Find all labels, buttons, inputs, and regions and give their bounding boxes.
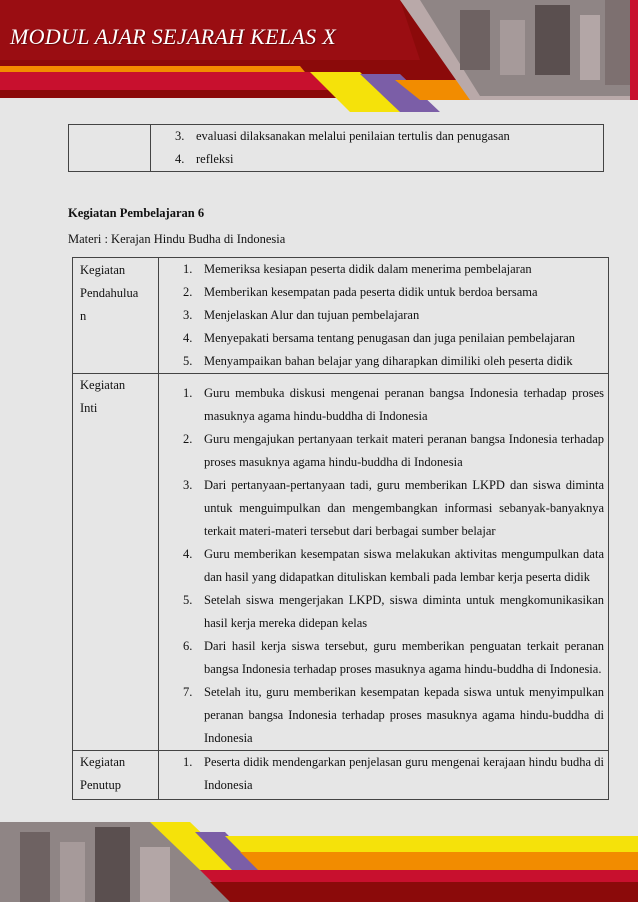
page-header [0, 0, 638, 112]
list-item: 3. evaluasi dilaksanakan melalui penilaian tertulis dan penugasan [175, 129, 510, 143]
row-penutup [73, 751, 609, 800]
penutup-list [159, 751, 604, 797]
section-title: Kegiatan Pembelajaran 6 [68, 206, 205, 220]
label-cell: Kegiatan Penutup [73, 751, 159, 800]
content-cell [159, 751, 609, 800]
content-cell [159, 258, 609, 374]
evaluation-list [151, 125, 599, 171]
list-item: 2. Memberikan kesempatan pada peserta didik untuk berdoa bersama [183, 285, 538, 299]
list-item: 2. Guru mengajukan pertanyaan terkait materi peranan bangsa Indonesia terhadap proses masuknya agama hindu-buddha di Indonesia [183, 432, 604, 469]
inti-list [159, 382, 604, 750]
list-item: 4. Menyepakati bersama tentang penugasan dan juga penilaian pembelajaran [183, 331, 576, 345]
label-cell: Kegiatan Pendahulua n [73, 258, 159, 374]
list-item: 5. Setelah siswa mengerjakan LKPD, siswa diminta untuk mengkomunikasikan hasil kerja mereka didepan kelas [183, 593, 604, 630]
list-item: 1. Guru membuka diskusi mengenai peranan bangsa Indonesia terhadap proses masuknya agama hindu-buddha di Indonesia [183, 386, 604, 423]
list-item: 3. Dari pertanyaan-pertanyaan tadi, guru memberikan LKPD dan siswa diminta untuk menguimpulkan dan mengembangkan informasi sebanyak-banyaknya terkait materi-materi tersebut dari berbagai sumber belajar [183, 478, 604, 538]
list-item: 5. Menyampaikan bahan belajar yang diharapkan dimiliki oleh peserta didik [183, 354, 573, 368]
evaluation-cell [151, 125, 604, 172]
pendahuluan-list [159, 258, 604, 373]
list-item: 3. Menjelaskan Alur dan tujuan pembelajaran [183, 308, 420, 322]
page-footer [0, 822, 638, 902]
list-item: 4. refleksi [175, 152, 234, 166]
list-item: 1. Memeriksa kesiapan peserta didik dalam menerima pembelajaran [183, 262, 532, 276]
label-cell: Kegiatan Inti [73, 374, 159, 751]
empty-label-cell [69, 125, 151, 172]
header-banner-graphic [0, 0, 638, 112]
materi-line: Materi : Kerajan Hindu Budha di Indonesia [68, 232, 286, 246]
list-item: 1. Peserta didik mendengarkan penjelasan guru mengenai kerajaan hindu budha di Indonesia [183, 755, 604, 792]
activity-table-continued [68, 124, 604, 172]
list-item: 6. Dari hasil kerja siswa tersebut, guru memberikan penguatan terkait peranan bangsa Indonesia terhadap proses masuknya agama hindu-buddha di Indonesia. [183, 639, 604, 676]
footer-banner-graphic [0, 822, 638, 902]
module-title: MODUL AJAR SEJARAH KELAS X [10, 24, 336, 49]
list-item: 4. Guru memberikan kesempatan siswa melakukan aktivitas mengumpulkan data dan hasil yang didapatkan dituliskan kembali pada lembar kerja peserta didik [183, 547, 604, 584]
list-item: 7. Setelah itu, guru memberikan kesempatan kepada siswa untuk menyimpulkan peranan bangsa Indonesia terhadap proses masuknya agama hindu-buddha di Indonesia [183, 685, 604, 745]
content-cell [159, 374, 609, 751]
row-inti [73, 374, 609, 751]
activity-table [72, 257, 609, 800]
row-pendahuluan [73, 258, 609, 374]
